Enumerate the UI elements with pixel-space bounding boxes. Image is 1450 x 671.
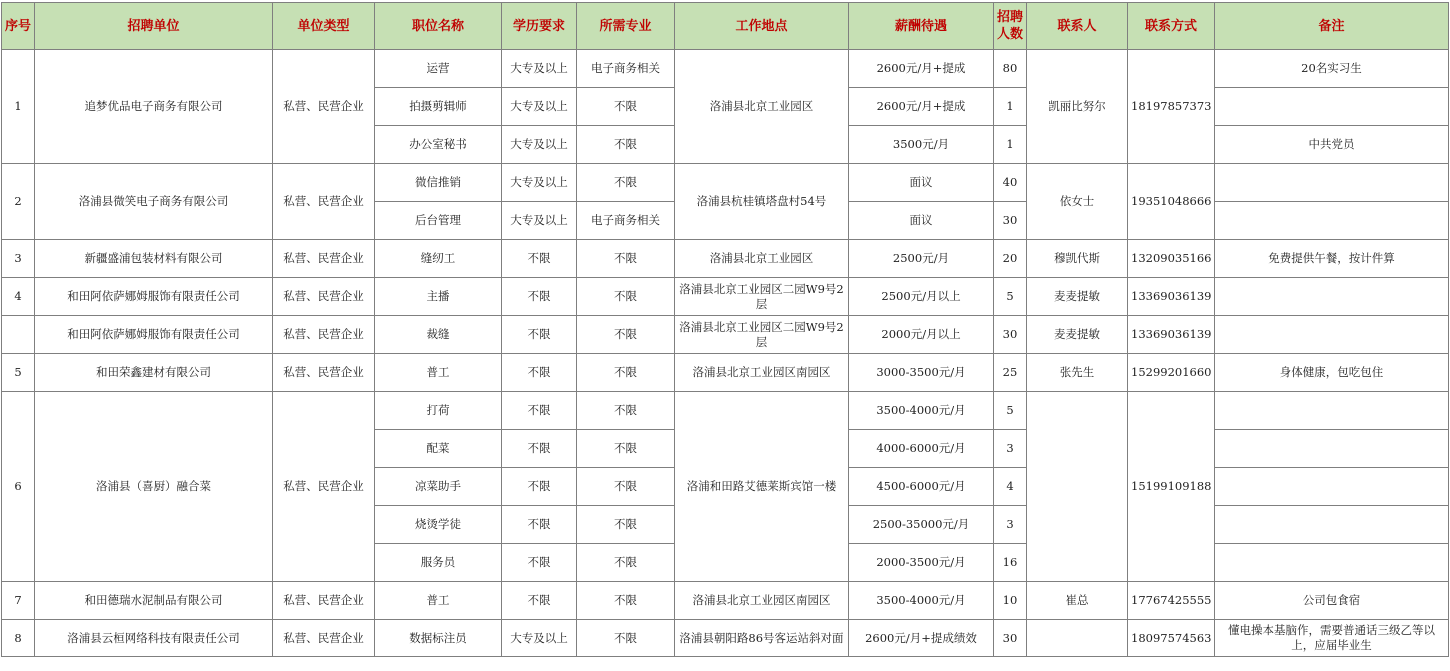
position-cell: 后台管理 xyxy=(375,202,502,240)
company-cell: 洛浦县微笑电子商务有限公司 xyxy=(35,164,273,240)
table-row xyxy=(2,354,1449,392)
job-listing-table xyxy=(1,2,1449,657)
major-cell: 不限 xyxy=(577,88,675,126)
phone-cell: 13369036139 xyxy=(1128,316,1215,354)
count-cell: 1 xyxy=(994,126,1027,164)
salary-cell: 2600元/月+提成 xyxy=(849,50,994,88)
location-cell: 洛浦县北京工业园区二园W9号2层 xyxy=(675,278,849,316)
education-cell: 大专及以上 xyxy=(502,88,577,126)
position-cell: 运营 xyxy=(375,50,502,88)
location-cell: 洛浦县杭桂镇塔盘村54号 xyxy=(675,164,849,240)
table-row xyxy=(2,164,1449,202)
contact-cell xyxy=(1027,620,1128,657)
major-cell: 不限 xyxy=(577,468,675,506)
header-location: 工作地点 xyxy=(675,3,849,50)
type-cell: 私营、民营企业 xyxy=(273,278,375,316)
remark-cell: 公司包食宿 xyxy=(1215,582,1449,620)
education-cell: 不限 xyxy=(502,316,577,354)
salary-cell: 4500-6000元/月 xyxy=(849,468,994,506)
count-cell: 4 xyxy=(994,468,1027,506)
phone-cell: 18197857373 xyxy=(1128,50,1215,164)
count-cell: 30 xyxy=(994,202,1027,240)
company-cell: 和田阿依萨娜姆服饰有限责任公司 xyxy=(35,316,273,354)
phone-cell: 13209035166 xyxy=(1128,240,1215,278)
salary-cell: 3500-4000元/月 xyxy=(849,582,994,620)
education-cell: 不限 xyxy=(502,506,577,544)
company-cell: 洛浦县（喜厨）融合菜 xyxy=(35,392,273,582)
remark-cell xyxy=(1215,278,1449,316)
seq-cell: 1 xyxy=(2,50,35,164)
position-cell: 主播 xyxy=(375,278,502,316)
major-cell: 不限 xyxy=(577,582,675,620)
count-cell: 30 xyxy=(994,620,1027,657)
major-cell: 电子商务相关 xyxy=(577,202,675,240)
education-cell: 不限 xyxy=(502,392,577,430)
seq-cell: 4 xyxy=(2,278,35,316)
position-cell: 拍摄剪辑师 xyxy=(375,88,502,126)
type-cell: 私营、民营企业 xyxy=(273,582,375,620)
header-type: 单位类型 xyxy=(273,3,375,50)
salary-cell: 2500元/月 xyxy=(849,240,994,278)
header-major: 所需专业 xyxy=(577,3,675,50)
header-contact: 联系人 xyxy=(1027,3,1128,50)
salary-cell: 2000-3500元/月 xyxy=(849,544,994,582)
location-cell: 洛浦和田路艾德莱斯宾馆一楼 xyxy=(675,392,849,582)
education-cell: 大专及以上 xyxy=(502,164,577,202)
major-cell: 不限 xyxy=(577,164,675,202)
remark-cell xyxy=(1215,316,1449,354)
count-cell: 5 xyxy=(994,392,1027,430)
major-cell: 不限 xyxy=(577,278,675,316)
major-cell: 电子商务相关 xyxy=(577,50,675,88)
position-cell: 凉菜助手 xyxy=(375,468,502,506)
count-cell: 5 xyxy=(994,278,1027,316)
header-salary: 薪酬待遇 xyxy=(849,3,994,50)
position-cell: 办公室秘书 xyxy=(375,126,502,164)
type-cell: 私营、民营企业 xyxy=(273,354,375,392)
major-cell: 不限 xyxy=(577,316,675,354)
remark-cell: 懂电操本基脑作，需要普通话三级乙等以上，应届毕业生 xyxy=(1215,620,1449,657)
seq-cell: 7 xyxy=(2,582,35,620)
remark-cell xyxy=(1215,88,1449,126)
remark-cell xyxy=(1215,430,1449,468)
contact-cell: 麦麦提敏 xyxy=(1027,316,1128,354)
remark-cell: 中共党员 xyxy=(1215,126,1449,164)
education-cell: 不限 xyxy=(502,354,577,392)
type-cell: 私营、民营企业 xyxy=(273,620,375,657)
count-cell: 25 xyxy=(994,354,1027,392)
phone-cell: 13369036139 xyxy=(1128,278,1215,316)
header-count: 招聘人数 xyxy=(994,3,1027,50)
company-cell: 和田德瑞水泥制品有限公司 xyxy=(35,582,273,620)
seq-cell: 8 xyxy=(2,620,35,657)
phone-cell: 19351048666 xyxy=(1128,164,1215,240)
header-row xyxy=(2,3,1449,50)
education-cell: 不限 xyxy=(502,468,577,506)
salary-cell: 2000元/月以上 xyxy=(849,316,994,354)
contact-cell: 穆凯代斯 xyxy=(1027,240,1128,278)
company-cell: 洛浦县云桓网络科技有限责任公司 xyxy=(35,620,273,657)
count-cell: 10 xyxy=(994,582,1027,620)
count-cell: 3 xyxy=(994,506,1027,544)
header-remark: 备注 xyxy=(1215,3,1449,50)
seq-cell: 6 xyxy=(2,392,35,582)
contact-cell: 张先生 xyxy=(1027,354,1128,392)
company-cell: 新疆盛浦包装材料有限公司 xyxy=(35,240,273,278)
table-row xyxy=(2,392,1449,430)
remark-cell xyxy=(1215,544,1449,582)
education-cell: 不限 xyxy=(502,240,577,278)
remark-cell: 身体健康，包吃包住 xyxy=(1215,354,1449,392)
major-cell: 不限 xyxy=(577,354,675,392)
location-cell: 洛浦县北京工业园区二园W9号2层 xyxy=(675,316,849,354)
phone-cell: 15299201660 xyxy=(1128,354,1215,392)
salary-cell: 3500元/月 xyxy=(849,126,994,164)
position-cell: 裁缝 xyxy=(375,316,502,354)
education-cell: 大专及以上 xyxy=(502,126,577,164)
seq-cell: 2 xyxy=(2,164,35,240)
phone-cell: 15199109188 xyxy=(1128,392,1215,582)
remark-cell xyxy=(1215,468,1449,506)
table-row xyxy=(2,316,1449,354)
company-cell: 追梦优品电子商务有限公司 xyxy=(35,50,273,164)
location-cell: 洛浦县北京工业园区南园区 xyxy=(675,582,849,620)
remark-cell xyxy=(1215,506,1449,544)
contact-cell: 凯丽比努尔 xyxy=(1027,50,1128,164)
type-cell: 私营、民营企业 xyxy=(273,50,375,164)
seq-cell xyxy=(2,316,35,354)
major-cell: 不限 xyxy=(577,430,675,468)
major-cell: 不限 xyxy=(577,506,675,544)
location-cell: 洛浦县北京工业园区 xyxy=(675,50,849,164)
education-cell: 不限 xyxy=(502,430,577,468)
salary-cell: 2600元/月+提成 xyxy=(849,88,994,126)
seq-cell: 3 xyxy=(2,240,35,278)
contact-cell: 依女士 xyxy=(1027,164,1128,240)
header-education: 学历要求 xyxy=(502,3,577,50)
position-cell: 配菜 xyxy=(375,430,502,468)
position-cell: 缝纫工 xyxy=(375,240,502,278)
contact-cell: 麦麦提敏 xyxy=(1027,278,1128,316)
phone-cell: 17767425555 xyxy=(1128,582,1215,620)
count-cell: 1 xyxy=(994,88,1027,126)
company-cell: 和田荣鑫建材有限公司 xyxy=(35,354,273,392)
position-cell: 数据标注员 xyxy=(375,620,502,657)
table-row xyxy=(2,278,1449,316)
count-cell: 16 xyxy=(994,544,1027,582)
count-cell: 40 xyxy=(994,164,1027,202)
count-cell: 80 xyxy=(994,50,1027,88)
education-cell: 大专及以上 xyxy=(502,620,577,657)
position-cell: 普工 xyxy=(375,582,502,620)
header-position: 职位名称 xyxy=(375,3,502,50)
salary-cell: 2500-35000元/月 xyxy=(849,506,994,544)
major-cell: 不限 xyxy=(577,620,675,657)
remark-cell xyxy=(1215,202,1449,240)
count-cell: 3 xyxy=(994,430,1027,468)
company-cell: 和田阿依萨娜姆服饰有限责任公司 xyxy=(35,278,273,316)
major-cell: 不限 xyxy=(577,126,675,164)
table-row xyxy=(2,240,1449,278)
count-cell: 30 xyxy=(994,316,1027,354)
location-cell: 洛浦县北京工业园区 xyxy=(675,240,849,278)
major-cell: 不限 xyxy=(577,544,675,582)
table-row xyxy=(2,582,1449,620)
header-company: 招聘单位 xyxy=(35,3,273,50)
salary-cell: 4000-6000元/月 xyxy=(849,430,994,468)
location-cell: 洛浦县北京工业园区南园区 xyxy=(675,354,849,392)
position-cell: 打荷 xyxy=(375,392,502,430)
remark-cell: 免费提供午餐，按计件算 xyxy=(1215,240,1449,278)
contact-cell xyxy=(1027,392,1128,582)
contact-cell: 崔总 xyxy=(1027,582,1128,620)
major-cell: 不限 xyxy=(577,392,675,430)
type-cell: 私营、民营企业 xyxy=(273,240,375,278)
education-cell: 大专及以上 xyxy=(502,50,577,88)
remark-cell xyxy=(1215,164,1449,202)
education-cell: 不限 xyxy=(502,544,577,582)
seq-cell: 5 xyxy=(2,354,35,392)
salary-cell: 面议 xyxy=(849,202,994,240)
education-cell: 大专及以上 xyxy=(502,202,577,240)
position-cell: 微信推销 xyxy=(375,164,502,202)
type-cell: 私营、民营企业 xyxy=(273,392,375,582)
salary-cell: 3500-4000元/月 xyxy=(849,392,994,430)
phone-cell: 18097574563 xyxy=(1128,620,1215,657)
education-cell: 不限 xyxy=(502,582,577,620)
position-cell: 普工 xyxy=(375,354,502,392)
salary-cell: 2600元/月+提成绩效 xyxy=(849,620,994,657)
type-cell: 私营、民营企业 xyxy=(273,164,375,240)
salary-cell: 3000-3500元/月 xyxy=(849,354,994,392)
position-cell: 服务员 xyxy=(375,544,502,582)
education-cell: 不限 xyxy=(502,278,577,316)
type-cell: 私营、民营企业 xyxy=(273,316,375,354)
salary-cell: 2500元/月以上 xyxy=(849,278,994,316)
count-cell: 20 xyxy=(994,240,1027,278)
table-row xyxy=(2,620,1449,657)
major-cell: 不限 xyxy=(577,240,675,278)
table-row xyxy=(2,50,1449,88)
remark-cell xyxy=(1215,392,1449,430)
header-seq: 序号 xyxy=(2,3,35,50)
location-cell: 洛浦县朝阳路86号客运站斜对面 xyxy=(675,620,849,657)
remark-cell: 20名实习生 xyxy=(1215,50,1449,88)
header-phone: 联系方式 xyxy=(1128,3,1215,50)
position-cell: 烧烫学徒 xyxy=(375,506,502,544)
salary-cell: 面议 xyxy=(849,164,994,202)
